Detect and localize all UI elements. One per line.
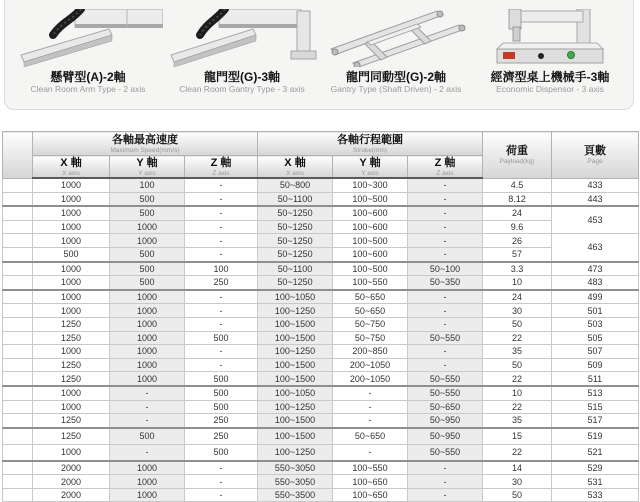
speed-z-cell: - — [185, 488, 258, 502]
speed-z-cell: - — [185, 290, 258, 304]
table-row — [3, 262, 639, 276]
speed-x-cell: 1000 — [33, 178, 110, 192]
row-type-cell — [3, 262, 33, 276]
stroke-y-cell: 50~750 — [333, 331, 408, 345]
axis-label: Y 軸 — [136, 156, 158, 169]
speed-z-cell: - — [185, 317, 258, 331]
speed-y-cell: 1000 — [110, 234, 185, 248]
page-subtitle: Page — [587, 157, 603, 165]
page-cell: 509 — [552, 358, 639, 372]
stroke-z-cell: - — [408, 304, 483, 318]
speed-y-cell: 1000 — [110, 345, 185, 359]
speed-y-cell: 500 — [110, 192, 185, 206]
desktop-dispenser-robot-icon — [485, 7, 615, 67]
speed-y-cell: 1000 — [110, 475, 185, 489]
stroke-y-cell: 100~500 — [333, 262, 408, 276]
speed-y-cell: 500 — [110, 206, 185, 220]
stroke-z-cell: 50~950 — [408, 428, 483, 445]
stroke-x-cell: 100~1500 — [258, 428, 333, 445]
speed-z-cell: 500 — [185, 331, 258, 345]
page-cell: 529 — [552, 461, 639, 475]
stroke-y-axis-header — [333, 156, 408, 179]
payload-cell: 10 — [483, 386, 552, 400]
page-cell: 531 — [552, 475, 639, 489]
table-row — [3, 345, 639, 359]
row-type-cell — [3, 461, 33, 475]
stroke-x-cell: 50~1250 — [258, 206, 333, 220]
stroke-z-cell: 50~550 — [408, 444, 483, 461]
stroke-z-cell: - — [408, 206, 483, 220]
product-name-zh: 龍門型(G)-3軸 — [204, 70, 280, 84]
row-type-column-header — [3, 132, 33, 179]
axis-label: X 軸 — [284, 156, 306, 169]
speed-y-cell: 1000 — [110, 461, 185, 475]
speed-x-cell: 2000 — [33, 475, 110, 489]
table-row — [3, 234, 639, 248]
page-cell: 511 — [552, 372, 639, 386]
speed-z-cell: - — [185, 206, 258, 220]
row-type-cell — [3, 247, 33, 261]
product-name-en: Economic Dispensor - 3 axis — [496, 84, 604, 94]
row-type-cell — [3, 444, 33, 461]
speed-x-cell: 1250 — [33, 414, 110, 428]
stroke-x-cell: 50~1100 — [258, 192, 333, 206]
row-type-cell — [3, 178, 33, 192]
payload-cell: 3.3 — [483, 262, 552, 276]
row-type-cell — [3, 276, 33, 290]
table-row — [3, 178, 639, 192]
stroke-group-title: 各軸行程範圍 — [337, 133, 403, 146]
speed-z-cell: 500 — [185, 444, 258, 461]
axis-sublabel: Z axis — [436, 169, 454, 177]
stroke-y-cell: 100~500 — [333, 234, 408, 248]
stroke-y-cell: 100~650 — [333, 488, 408, 502]
gantry-robot-icon — [167, 7, 317, 67]
table-row — [3, 400, 639, 414]
speed-x-cell: 1000 — [33, 276, 110, 290]
stroke-x-cell: 50~1250 — [258, 234, 333, 248]
speed-x-cell: 1250 — [33, 372, 110, 386]
row-type-cell — [3, 386, 33, 400]
payload-cell: 26 — [483, 234, 552, 248]
stroke-y-cell: - — [333, 414, 408, 428]
payload-cell: 15 — [483, 428, 552, 445]
speed-x-cell: 1000 — [33, 192, 110, 206]
speed-z-cell: 250 — [185, 414, 258, 428]
product-card-gantry-type — [165, 1, 319, 109]
product-name-zh: 經濟型桌上機械手-3軸 — [490, 70, 610, 84]
page-cell: 533 — [552, 488, 639, 502]
table-row — [3, 276, 639, 290]
payload-column-header — [483, 132, 552, 179]
stroke-x-cell: 100~1250 — [258, 400, 333, 414]
stroke-x-cell: 100~1500 — [258, 317, 333, 331]
stroke-y-cell: 100~550 — [333, 276, 408, 290]
speed-x-cell: 1000 — [33, 290, 110, 304]
product-name-en: Clean Room Gantry Type - 3 axis — [179, 84, 305, 94]
speed-z-cell: 500 — [185, 372, 258, 386]
table-row — [3, 475, 639, 489]
speed-y-cell: 1000 — [110, 304, 185, 318]
payload-cell: 35 — [483, 414, 552, 428]
page-cell: 521 — [552, 444, 639, 461]
stroke-x-cell: 100~1500 — [258, 331, 333, 345]
speed-x-cell: 1250 — [33, 358, 110, 372]
speed-y-cell: 500 — [110, 428, 185, 445]
stroke-group-header — [258, 132, 483, 156]
speed-y-cell: 1000 — [110, 331, 185, 345]
row-type-cell — [3, 475, 33, 489]
row-type-cell — [3, 317, 33, 331]
page-cell: 443 — [552, 192, 639, 206]
axis-sublabel: X axis — [62, 169, 80, 177]
speed-y-cell: 500 — [110, 247, 185, 261]
stroke-x-cell: 100~1500 — [258, 358, 333, 372]
speed-x-cell: 500 — [33, 247, 110, 261]
page-column-header — [552, 132, 639, 179]
speed-z-cell: - — [185, 461, 258, 475]
table-row — [3, 488, 639, 502]
stroke-y-cell: 50~750 — [333, 317, 408, 331]
stroke-x-axis-header — [258, 156, 333, 179]
speed-group-header — [33, 132, 258, 156]
stroke-z-cell: - — [408, 488, 483, 502]
row-type-cell — [3, 331, 33, 345]
page-cell: 505 — [552, 331, 639, 345]
payload-cell: 10 — [483, 276, 552, 290]
stroke-x-cell: 100~1050 — [258, 290, 333, 304]
stroke-x-cell: 50~800 — [258, 178, 333, 192]
stroke-z-cell: - — [408, 234, 483, 248]
speed-y-cell: - — [110, 444, 185, 461]
shaft-driven-gantry-robot-icon — [321, 7, 471, 67]
speed-z-cell: - — [185, 358, 258, 372]
stroke-x-cell: 50~1250 — [258, 276, 333, 290]
speed-z-cell: 250 — [185, 276, 258, 290]
axis-sublabel: Z axis — [212, 169, 230, 177]
speed-group-title: 各軸最高速度 — [112, 133, 178, 146]
row-type-cell — [3, 358, 33, 372]
speed-z-cell: - — [185, 220, 258, 234]
row-type-cell — [3, 304, 33, 318]
stroke-z-cell: 50~550 — [408, 386, 483, 400]
table-row — [3, 317, 639, 331]
speed-x-cell: 1000 — [33, 345, 110, 359]
product-name-en: Clean Room Arm Type - 2 axis — [30, 84, 146, 94]
payload-cell: 50 — [483, 488, 552, 502]
stroke-y-cell: - — [333, 400, 408, 414]
page-title: 頁數 — [584, 144, 607, 157]
table-row — [3, 206, 639, 220]
speed-x-cell: 1000 — [33, 304, 110, 318]
stroke-x-cell: 100~1500 — [258, 414, 333, 428]
stroke-y-cell: 50~650 — [333, 290, 408, 304]
speed-y-cell: 500 — [110, 262, 185, 276]
speed-z-cell: - — [185, 247, 258, 261]
stroke-x-cell: 50~1100 — [258, 262, 333, 276]
speed-x-cell: 2000 — [33, 488, 110, 502]
page-cell: 507 — [552, 345, 639, 359]
stroke-x-cell: 50~1250 — [258, 220, 333, 234]
page-cell: 433 — [552, 178, 639, 192]
row-type-cell — [3, 345, 33, 359]
speed-z-cell: 500 — [185, 386, 258, 400]
stroke-x-cell: 100~1250 — [258, 444, 333, 461]
speed-y-cell: 1000 — [110, 358, 185, 372]
table-row — [3, 304, 639, 318]
payload-cell: 22 — [483, 444, 552, 461]
stroke-z-cell: - — [408, 178, 483, 192]
stroke-y-cell: 100~600 — [333, 247, 408, 261]
speed-y-cell: 1000 — [110, 488, 185, 502]
speed-x-cell: 1000 — [33, 386, 110, 400]
speed-y-axis-header — [110, 156, 185, 179]
row-type-cell — [3, 428, 33, 445]
page-cell: 499 — [552, 290, 639, 304]
product-name-zh: 懸臂型(A)-2軸 — [50, 70, 126, 84]
stroke-y-cell: 100~500 — [333, 192, 408, 206]
stroke-z-cell: - — [408, 247, 483, 261]
speed-x-cell: 1250 — [33, 317, 110, 331]
stroke-z-cell: - — [408, 290, 483, 304]
product-card-shaft-driven-gantry — [319, 1, 473, 109]
speed-z-cell: 250 — [185, 428, 258, 445]
payload-cell: 8.12 — [483, 192, 552, 206]
speed-x-cell: 1000 — [33, 444, 110, 461]
payload-title: 荷重 — [506, 144, 529, 157]
payload-cell: 22 — [483, 372, 552, 386]
speed-x-cell: 1000 — [33, 234, 110, 248]
stroke-x-cell: 550~3050 — [258, 475, 333, 489]
speed-z-cell: - — [185, 178, 258, 192]
speed-x-cell: 1000 — [33, 262, 110, 276]
page-cell: 501 — [552, 304, 639, 318]
speed-x-cell: 1000 — [33, 400, 110, 414]
stroke-x-cell: 100~1250 — [258, 304, 333, 318]
speed-x-cell: 1250 — [33, 428, 110, 445]
row-type-cell — [3, 206, 33, 220]
table-row — [3, 331, 639, 345]
speed-z-cell: - — [185, 475, 258, 489]
payload-cell: 35 — [483, 345, 552, 359]
table-row — [3, 414, 639, 428]
speed-x-cell: 1250 — [33, 331, 110, 345]
speed-z-cell: - — [185, 345, 258, 359]
stroke-z-cell: - — [408, 317, 483, 331]
speed-y-cell: 500 — [110, 276, 185, 290]
table-row — [3, 372, 639, 386]
payload-subtitle: Payload(kg) — [499, 157, 535, 165]
stroke-z-cell: 50~650 — [408, 400, 483, 414]
payload-cell: 24 — [483, 206, 552, 220]
stroke-y-cell: - — [333, 444, 408, 461]
speed-x-axis-header — [33, 156, 110, 179]
row-type-cell — [3, 414, 33, 428]
product-card-desktop-dispenser — [473, 1, 627, 109]
table-row — [3, 220, 639, 234]
speed-z-cell: - — [185, 192, 258, 206]
speed-y-cell: 1000 — [110, 317, 185, 331]
payload-cell: 14 — [483, 461, 552, 475]
axis-label: X 軸 — [60, 156, 82, 169]
stroke-y-cell: 50~650 — [333, 304, 408, 318]
product-name-en: Gantry Type (Shaft Driven) - 2 axis — [330, 84, 462, 94]
payload-cell: 50 — [483, 317, 552, 331]
table-row — [3, 386, 639, 400]
product-panel — [4, 0, 634, 110]
speed-y-cell: 1000 — [110, 372, 185, 386]
payload-cell: 30 — [483, 304, 552, 318]
page-cell: 453 — [552, 206, 639, 234]
stroke-y-cell: 200~1050 — [333, 372, 408, 386]
speed-x-cell: 1000 — [33, 220, 110, 234]
page-cell: 503 — [552, 317, 639, 331]
page-cell: 517 — [552, 414, 639, 428]
axis-sublabel: Y axis — [138, 169, 156, 177]
page-cell: 519 — [552, 428, 639, 445]
stroke-y-cell: 100~600 — [333, 206, 408, 220]
axis-label: Y 軸 — [359, 156, 381, 169]
speed-z-cell: 500 — [185, 400, 258, 414]
speed-y-cell: 1000 — [110, 290, 185, 304]
speed-y-cell: 1000 — [110, 220, 185, 234]
stroke-z-cell: - — [408, 192, 483, 206]
stroke-z-cell: - — [408, 461, 483, 475]
payload-cell: 57 — [483, 247, 552, 261]
product-name-zh: 龍門同動型(G)-2軸 — [346, 70, 446, 84]
stroke-z-cell: 50~950 — [408, 414, 483, 428]
table-row — [3, 428, 639, 445]
stroke-y-cell: 100~300 — [333, 178, 408, 192]
table-row — [3, 461, 639, 475]
row-type-cell — [3, 290, 33, 304]
speed-x-cell: 1000 — [33, 206, 110, 220]
stroke-z-cell: - — [408, 358, 483, 372]
stroke-z-cell: 50~100 — [408, 262, 483, 276]
speed-y-cell: - — [110, 414, 185, 428]
payload-cell: 22 — [483, 400, 552, 414]
spec-table — [2, 131, 639, 502]
stroke-z-cell: 50~550 — [408, 372, 483, 386]
page-cell: 483 — [552, 276, 639, 290]
stroke-x-cell: 100~1500 — [258, 372, 333, 386]
stroke-x-cell: 100~1050 — [258, 386, 333, 400]
axis-label: Z 軸 — [434, 156, 456, 169]
payload-cell: 24 — [483, 290, 552, 304]
stroke-y-cell: 200~850 — [333, 345, 408, 359]
stroke-z-cell: 50~350 — [408, 276, 483, 290]
payload-cell: 30 — [483, 475, 552, 489]
payload-cell: 4.5 — [483, 178, 552, 192]
row-type-cell — [3, 220, 33, 234]
stroke-x-cell: 550~3500 — [258, 488, 333, 502]
page-cell: 513 — [552, 386, 639, 400]
table-row — [3, 358, 639, 372]
stroke-z-cell: - — [408, 220, 483, 234]
row-type-cell — [3, 192, 33, 206]
stroke-z-axis-header — [408, 156, 483, 179]
stroke-x-cell: 100~1250 — [258, 345, 333, 359]
stroke-group-subtitle: Stroke(mm) — [353, 146, 387, 154]
payload-cell: 22 — [483, 331, 552, 345]
row-type-cell — [3, 372, 33, 386]
speed-y-cell: - — [110, 400, 185, 414]
stroke-y-cell: - — [333, 386, 408, 400]
speed-z-cell: - — [185, 304, 258, 318]
axis-sublabel: X axis — [286, 169, 304, 177]
speed-x-cell: 2000 — [33, 461, 110, 475]
payload-cell: 9.6 — [483, 220, 552, 234]
stroke-y-cell: 100~600 — [333, 220, 408, 234]
row-type-cell — [3, 234, 33, 248]
cantilever-arm-robot-icon — [13, 7, 163, 67]
payload-cell: 50 — [483, 358, 552, 372]
table-row — [3, 192, 639, 206]
stroke-y-cell: 200~1050 — [333, 358, 408, 372]
speed-group-subtitle: Maximum Speed(mm/s) — [110, 146, 180, 154]
stroke-y-cell: 50~650 — [333, 428, 408, 445]
row-type-cell — [3, 400, 33, 414]
axis-label: Z 軸 — [210, 156, 232, 169]
product-card-arm-type — [11, 1, 165, 109]
stroke-z-cell: 50~550 — [408, 331, 483, 345]
table-group-header-row — [3, 132, 639, 156]
table-row — [3, 444, 639, 461]
stroke-x-cell: 550~3050 — [258, 461, 333, 475]
page-cell: 473 — [552, 262, 639, 276]
page-cell: 463 — [552, 234, 639, 262]
speed-y-cell: 100 — [110, 178, 185, 192]
speed-z-axis-header — [185, 156, 258, 179]
table-row — [3, 290, 639, 304]
axis-sublabel: Y axis — [361, 169, 379, 177]
stroke-z-cell: - — [408, 345, 483, 359]
table-row — [3, 247, 639, 261]
speed-y-cell: - — [110, 386, 185, 400]
stroke-x-cell: 50~1250 — [258, 247, 333, 261]
table-body — [3, 178, 639, 502]
speed-z-cell: 100 — [185, 262, 258, 276]
stroke-y-cell: 100~550 — [333, 461, 408, 475]
speed-z-cell: - — [185, 234, 258, 248]
stroke-y-cell: 100~650 — [333, 475, 408, 489]
stroke-z-cell: - — [408, 475, 483, 489]
page-cell: 515 — [552, 400, 639, 414]
row-type-cell — [3, 488, 33, 502]
